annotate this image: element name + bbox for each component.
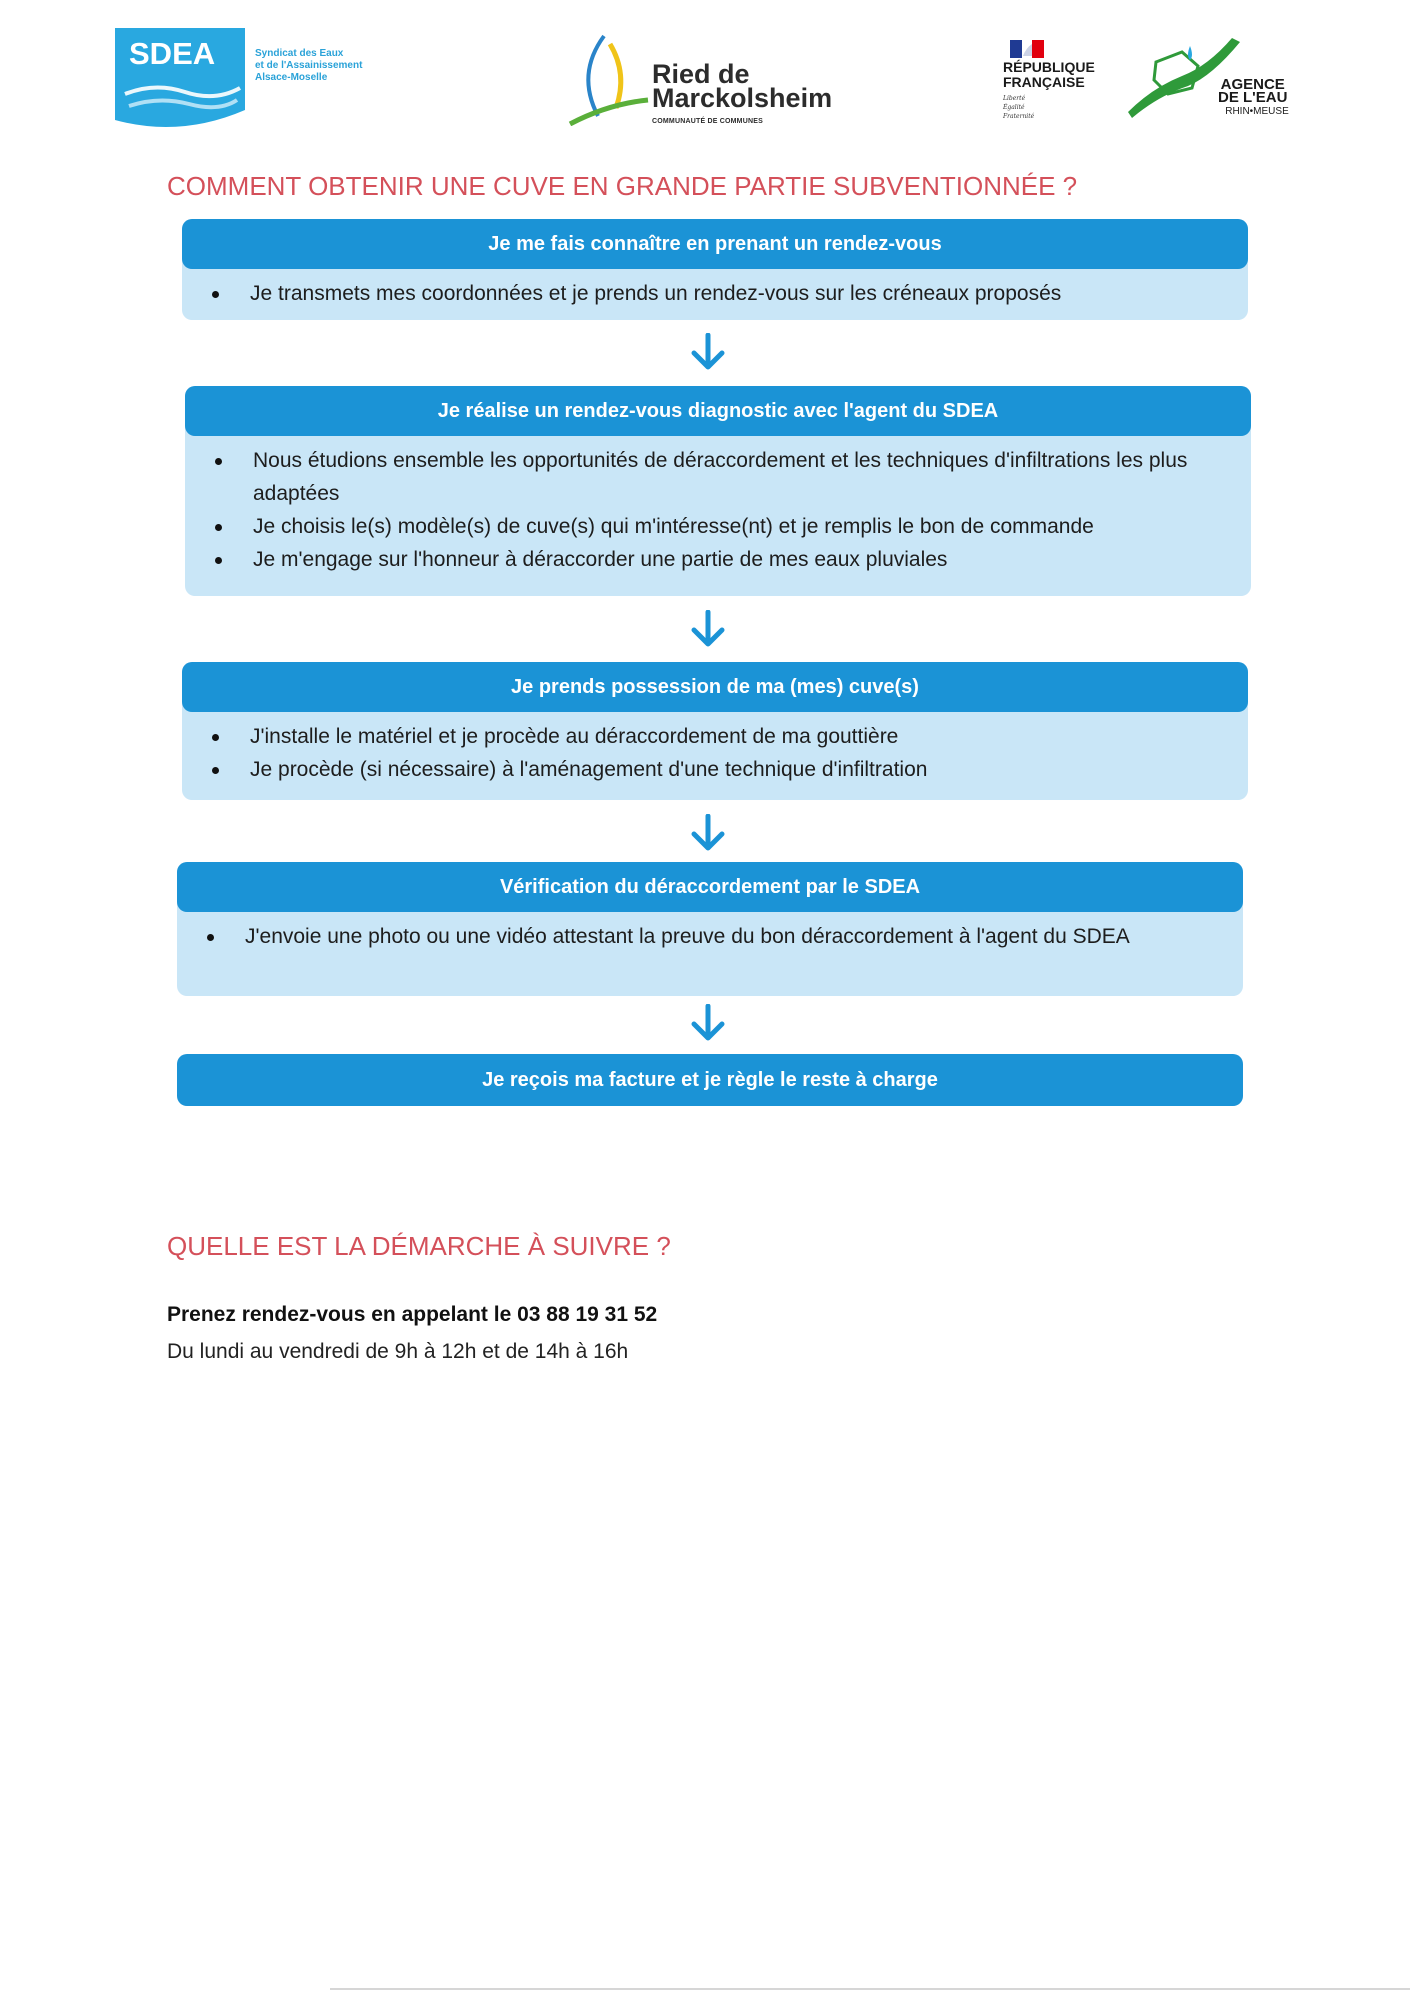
step-list [201,920,1203,953]
step-list [209,444,1211,576]
section-title-subsidy: COMMENT OBTENIR UNE CUVE EN GRANDE PARTIE SUBVENTIONNÉE ? [167,171,1078,201]
list-item: Je procède (si nécessaire) à l'aménagement d'une technique d'infiltration [206,753,1208,786]
republique-name [1003,60,1095,90]
sdea-subtitle-line: et de l'Assainissement [255,60,363,71]
list-item: J'installe le matériel et je procède au déraccordement de ma gouttière [206,720,1208,753]
sdea-subtitle-line: Syndicat des Eaux [255,48,344,59]
step-list [206,277,1208,310]
step-body [182,269,1248,318]
list-item: Je transmets mes coordonnées et je prends un rendez-vous sur les créneaux proposés [206,277,1208,310]
ried-name-line: Marckolsheim [652,83,833,113]
arrow-down-icon [688,610,728,650]
section-title-procedure: QUELLE EST LA DÉMARCHE À SUIVRE ? [167,1231,671,1261]
arrow-down-icon [688,1004,728,1044]
step-body [185,436,1251,584]
ried-name-line: Ried de [652,59,750,89]
republique-motto-line: Égalité [1003,104,1025,111]
agence-name-line: DE L'EAU [1218,89,1288,106]
contact-phone-line: Prenez rendez-vous en appelant le 03 88 19 31 52 [167,1303,658,1326]
sdea-logo-text: SDEA [129,36,216,71]
contact-hours-line: Du lundi au vendredi de 9h à 12h et de 14h à 16h [167,1340,629,1363]
list-item: J'envoie une photo ou une vidéo attestant la preuve du bon déraccordement à l'agent du SDEA [201,920,1203,953]
step-card [185,386,1251,596]
agence-subtitle: RHIN•MEUSE [1225,106,1289,117]
list-item: Nous étudions ensemble les opportunités de déraccordement et les techniques d'infiltrations les plus adaptées [209,444,1211,510]
tricolor-flag-icon [1010,40,1044,58]
step-title: Je reçois ma facture et je règle le reste à charge [177,1054,1243,1106]
step-title: Vérification du déraccordement par le SDEA [177,862,1243,912]
republique-name-line: FRANÇAISE [1003,74,1085,90]
ried-subtitle: COMMUNAUTÉ DE COMMUNES [652,118,763,125]
step-body [182,712,1248,794]
step-title: Je me fais connaître en prenant un rendez-vous [182,219,1248,269]
arrow-down-icon [688,814,728,854]
step-title: Je réalise un rendez-vous diagnostic avec l'agent du SDEA [185,386,1251,436]
list-item: Je m'engage sur l'honneur à déraccorder une partie de mes eaux pluviales [209,543,1211,576]
sdea-subtitle [255,48,362,84]
step-body [177,912,1243,961]
step-card [177,862,1243,996]
republique-name-line: RÉPUBLIQUE [1003,59,1095,75]
arrow-down-icon [688,333,728,373]
step-card [177,1054,1243,1106]
sdea-subtitle-line: Alsace-Moselle [255,72,328,83]
ried-name [652,59,833,113]
step-card [182,662,1248,800]
agence-name-line: AGENCE [1220,76,1285,93]
list-item: Je choisis le(s) modèle(s) de cuve(s) qui m'intéresse(nt) et je remplis le bon de commande [209,510,1211,543]
republique-motto-line: Fraternité [1003,113,1035,120]
republique-motto-line: Liberté [1003,95,1026,102]
agence-name [1218,78,1287,104]
page-divider [330,1988,1410,1990]
republique-motto [1003,94,1034,121]
step-card [182,219,1248,320]
sdea-logo [115,28,245,130]
step-list [206,720,1208,786]
step-title: Je prends possession de ma (mes) cuve(s) [182,662,1248,712]
